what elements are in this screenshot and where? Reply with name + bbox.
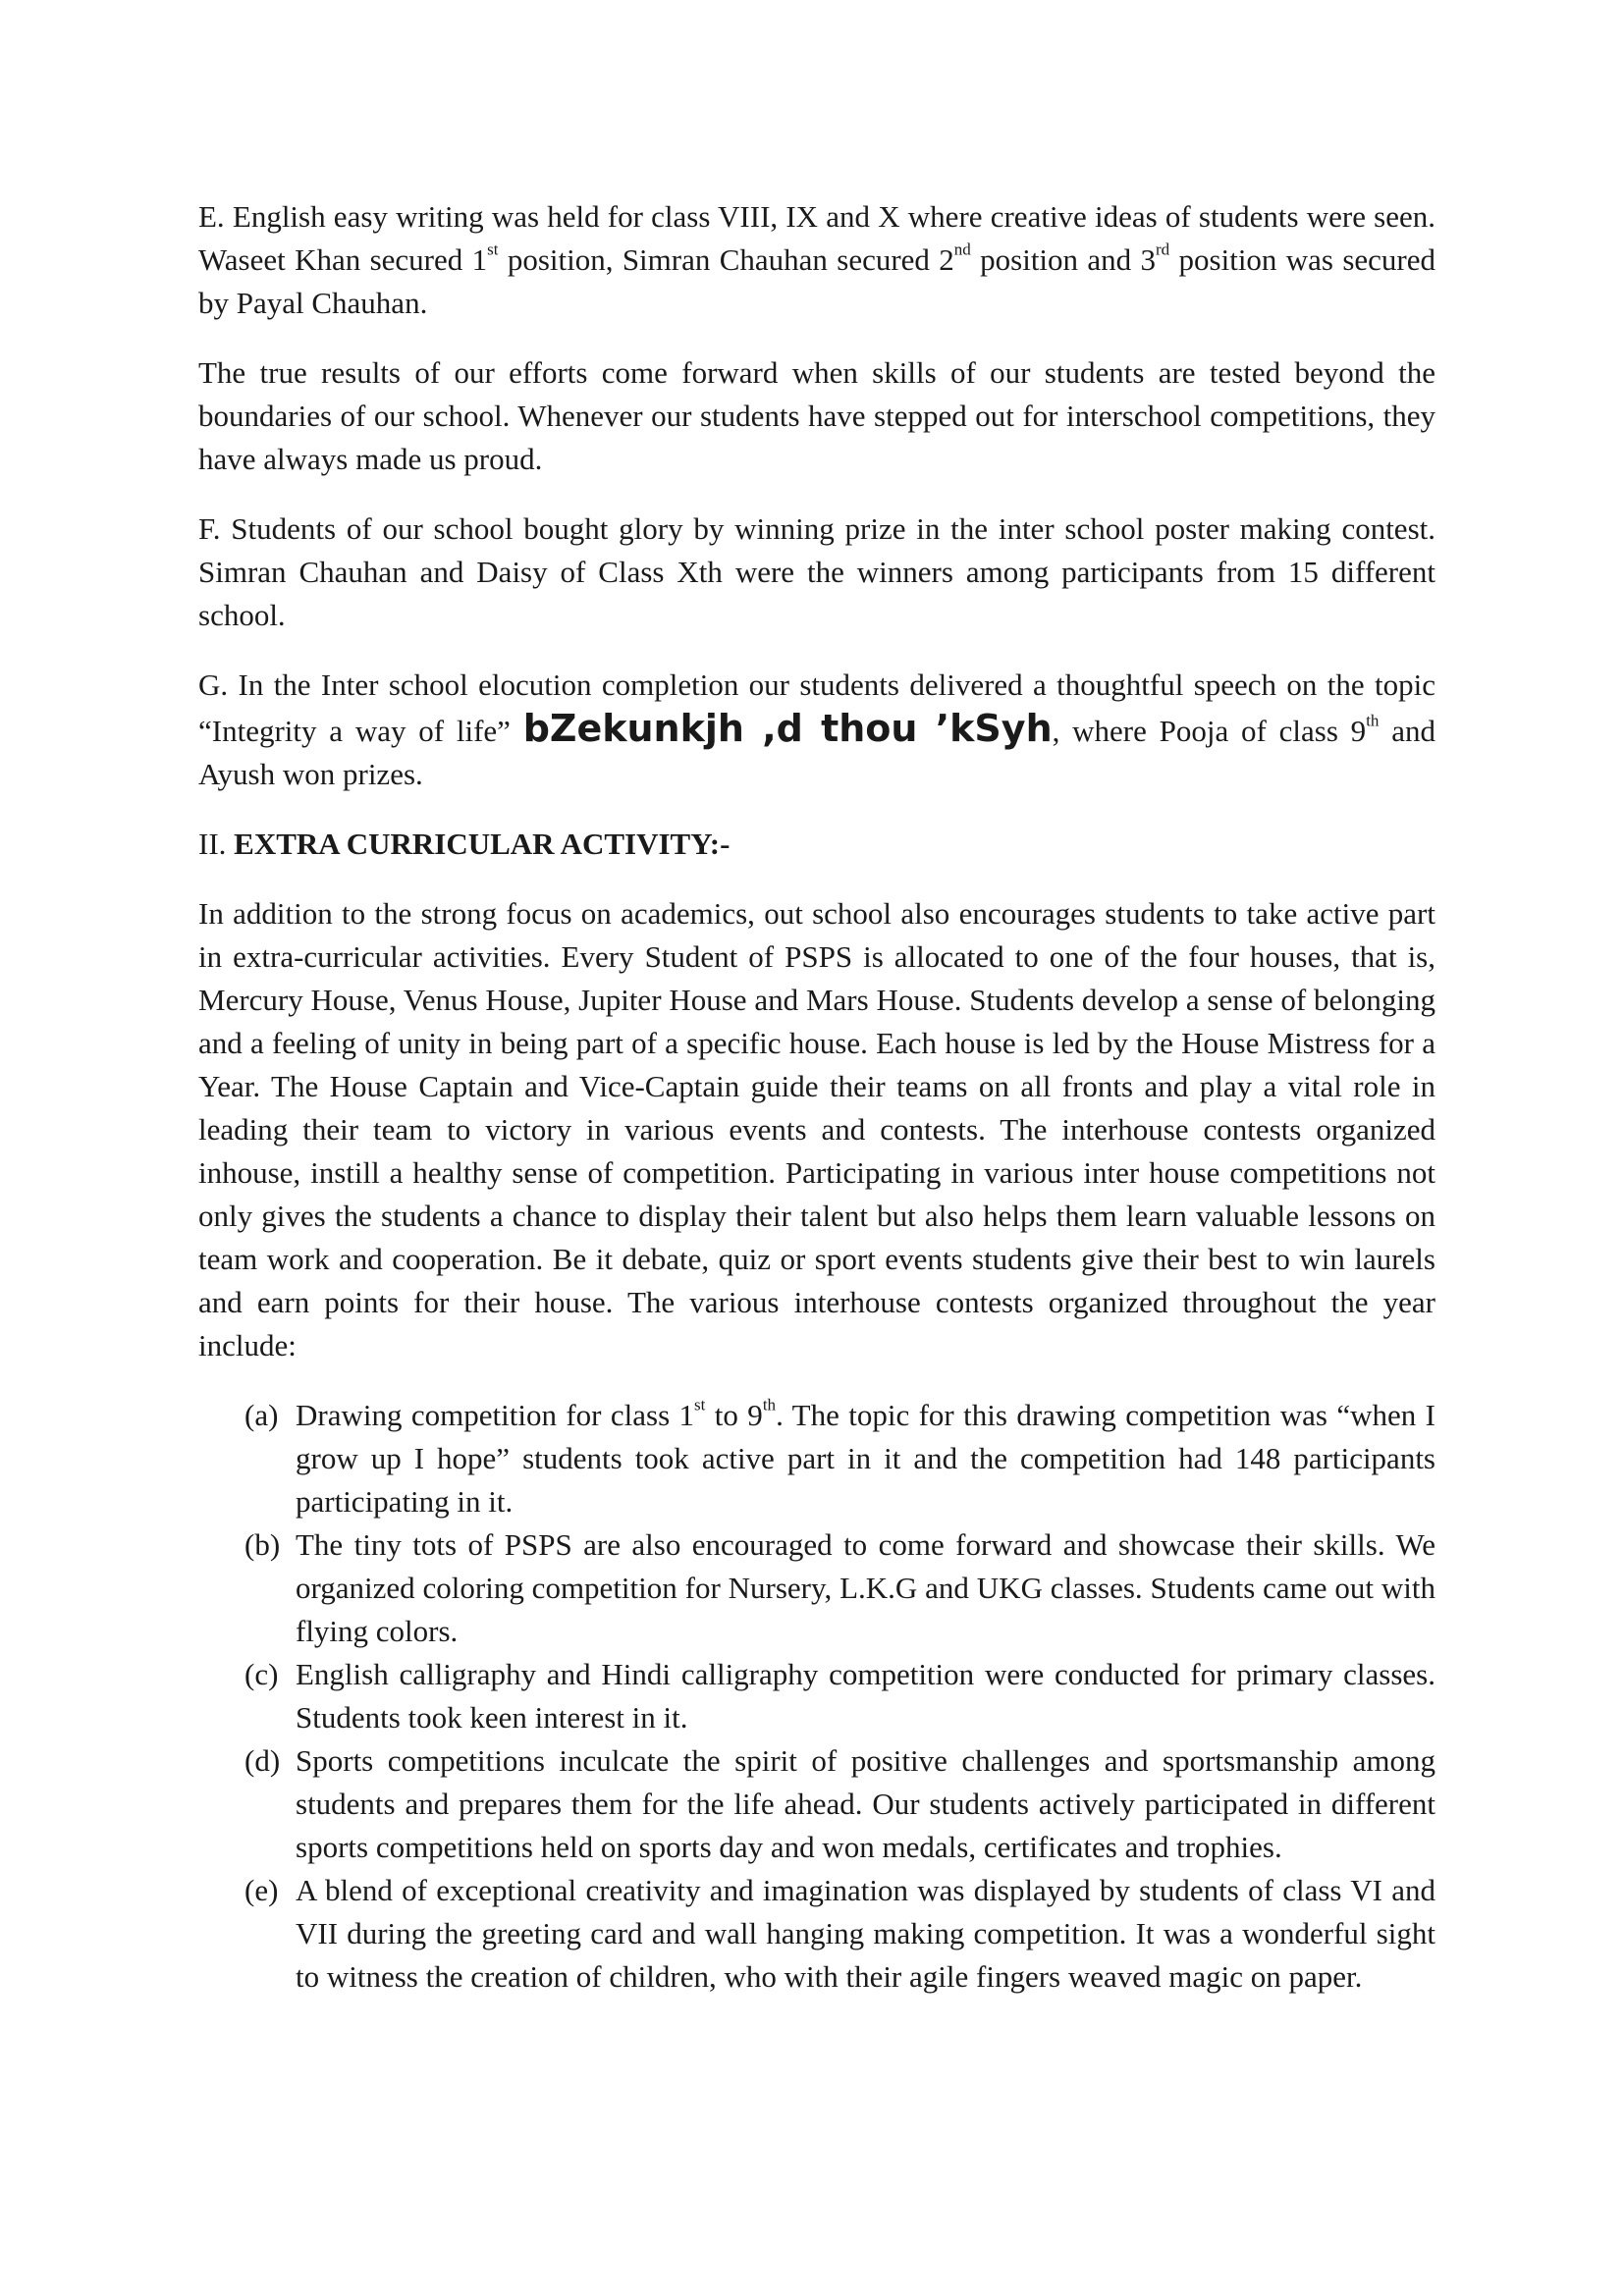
list-marker: (b) — [244, 1527, 281, 1562]
text-run: position and 3 — [970, 242, 1156, 277]
superscript: th — [1366, 711, 1380, 730]
text-run: G. In the Inter school elocution completion our students delivered a thoughtful speech on the topic “Integrity a way of life” — [198, 667, 1435, 748]
paragraph-extra-curricular-intro: In addition to the strong focus on academics, out school also encourages students to take active part in extra-curricular activities. Every Student of PSPS is allocated to one of the four houses, that is, Mercury House, Venus House, Jupiter House and Mars House. Students develop a sense of belonging and a feeling of unity in being part of a specific house. Each house is led by the House Mistress for a Year. The House Captain and Vice-Captain guide their teams on all fronts and play a vital role in leading their team to victory in various events and contests. The interhouse contests organized inhouse, instill a healthy sense of competition. Participating in various inter house competitions not only gives the students a chance to display their talent but also helps them learn valuable lessons on team work and cooperation. Be it debate, quiz or sport events students give their best to win laurels and earn points for their house. The various interhouse contests organized throughout the year include: — [198, 896, 1435, 1362]
paragraph-elocution — [198, 664, 1435, 796]
text-run: , where Pooja of class 9 — [1052, 714, 1367, 748]
superscript: st — [694, 1395, 706, 1415]
paragraph-poster-contest: F. Students of our school bought glory by winning prize in the inter school poster making contest. Simran Chauhan and Daisy of Class Xth were the winners among participants from 15 different school. — [198, 511, 1435, 632]
text-run: and Ayush won prizes. — [198, 714, 1435, 791]
text-run: . The topic for this drawing competition was “when I grow up I hope” students took active part in it and the competition had 148 participants participating in it. — [296, 1398, 1435, 1519]
hindi-topic-text: bZekunkjh ,d thou ’kSyh — [522, 707, 1053, 750]
text-run: to 9 — [705, 1398, 763, 1432]
list-item — [198, 1653, 1435, 1739]
list-item — [198, 1523, 1435, 1653]
text-run: E. English easy writing was held for class VIII, IX and X where creative ideas of students were seen. Waseet Khan secured 1 — [198, 199, 1435, 277]
superscript: nd — [953, 240, 971, 259]
list-item-text: A blend of exceptional creativity and imagination was displayed by students of class VI and VII during the greeting card and wall hanging making competition. It was a wonderful sight to witness the creation of children, who with their agile fingers weaved magic on paper. — [296, 1873, 1435, 1994]
section-heading — [198, 823, 1435, 866]
text-run: position was secured by Payal Chauhan. — [198, 242, 1436, 320]
section-number: II. — [198, 827, 235, 861]
list-marker: (e) — [244, 1873, 279, 1907]
section-title: EXTRA CURRICULAR ACTIVITY:- — [234, 827, 731, 861]
document-body — [198, 195, 1435, 1999]
list-marker: (a) — [244, 1398, 279, 1432]
list-marker: (d) — [244, 1743, 281, 1778]
text-run: Drawing competition for class 1 — [296, 1398, 695, 1432]
superscript: th — [762, 1395, 777, 1415]
list-marker: (c) — [244, 1657, 279, 1691]
list-item — [198, 1394, 1435, 1523]
list-item — [198, 1739, 1435, 1869]
paragraph-true-results: The true results of our efforts come forward when skills of our students are tested beyond the boundaries of our school. Whenever our students have stepped out for interschool competitions, they have always made us proud. — [198, 355, 1435, 476]
list-item-text: The tiny tots of PSPS are also encouraged to come forward and showcase their skills. We organized coloring competition for Nursery, L.K.G and UKG classes. Students came out with flying colors. — [296, 1527, 1435, 1648]
list-item-text: English calligraphy and Hindi calligraphy competition were conducted for primary classes. Students took keen interest in it. — [296, 1657, 1435, 1735]
paragraph-english-essay — [198, 195, 1435, 325]
superscript: rd — [1156, 240, 1170, 259]
contest-list — [198, 1394, 1435, 1999]
list-item-text: Sports competitions inculcate the spirit of positive challenges and sportsmanship among students and prepares them for the life ahead. Our students actively participated in different sports competitions held on sports day and won medals, certificates and trophies. — [296, 1743, 1435, 1864]
superscript: st — [487, 240, 499, 259]
list-item — [198, 1869, 1435, 1999]
text-run: position, Simran Chauhan secured 2 — [498, 242, 954, 277]
